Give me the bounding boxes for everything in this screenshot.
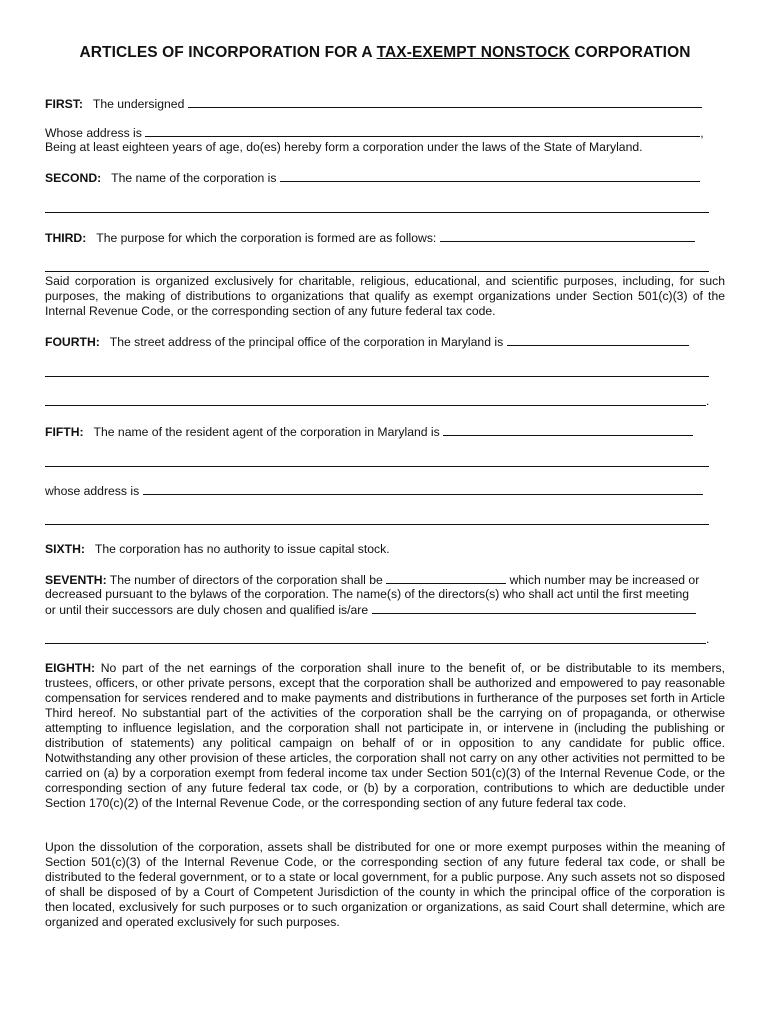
fifth-address-label: whose address is (45, 484, 140, 498)
first-address-label: Whose address is (45, 126, 142, 140)
seventh-text-b: which number may be increased or (509, 573, 700, 587)
purpose-field-2[interactable] (45, 271, 709, 272)
principal-office-field-3[interactable] (45, 405, 706, 406)
fifth-address-row (45, 483, 710, 499)
incorporator-address-field[interactable] (145, 125, 700, 137)
second-row (45, 170, 710, 186)
eighth-label: EIGHTH: (45, 661, 96, 675)
third-label: THIRD: (45, 231, 87, 245)
fifth-text: The name of the resident agent of the corporation in Maryland is (93, 425, 440, 439)
seventh-label: SEVENTH: (45, 573, 107, 587)
first-address-comma: , (700, 126, 704, 140)
eighth-paragraph (45, 661, 725, 811)
principal-office-field[interactable] (507, 334, 689, 346)
sixth-row (45, 542, 710, 557)
title-underlined: TAX-EXEMPT NONSTOCK (376, 44, 570, 61)
seventh-line3-row (45, 602, 710, 618)
second-label: SECOND: (45, 171, 102, 185)
fourth-period: . (706, 394, 710, 408)
principal-office-field-2[interactable] (45, 376, 709, 377)
third-paragraph: Said corporation is organized exclusively for charitable, religious, educational, and scientific purposes, including, for such purposes, the making of distributions to organizations that qualify as exempt organizations under Section 501(c)(3) of the Internal Revenue Code, or the corresponding section of any future federal tax code. (45, 274, 725, 318)
seventh-line3: or until their successors are duly chosen and qualified is/are (45, 603, 369, 617)
seventh-text-a: The number of directors of the corporation shall be (109, 573, 383, 587)
corporation-name-field[interactable] (280, 170, 700, 182)
fourth-text: The street address of the principal office of the corporation in Maryland is (109, 335, 504, 349)
seventh-line2: decreased pursuant to the bylaws of the corporation. The name(s) of the directors(s) who shall act until the first meeting (45, 587, 690, 601)
eighth-text: No part of the net earnings of the corporation shall inure to the benefit of, or be distributable to its members, trustees, officers, or other private persons, except that the corporation shall be authorized and empowered to pay reasonable compensation for services rendered and to make payments and distributions in furtherance of the purposes set forth in Article Third hereof. No substantial part of the activities of the corporation shall be the carrying on of propaganda, or otherwise attempting to influence legislation, and the corporation shall not participate in, or intervene in (including the publishing or distribution of statements) any political campaign on behalf of or in opposition to any candidate for public office. Notwithstanding any other provision of these articles, the corporation shall not carry on any other activities not permitted to be carried on (a) by a corporation exempt from federal income tax under Section 501(c)(3) of the Internal Revenue Code, or the corresponding section of any future federal tax code, or (b) by a corporation, contributions to which are deductible under Section 170(c)(2) of the Internal Revenue Code, or the corresponding section of any future federal tax code. (45, 661, 725, 810)
agent-address-field-2[interactable] (45, 524, 709, 525)
sixth-label: SIXTH: (45, 542, 85, 556)
corporation-name-field-2[interactable] (45, 212, 709, 213)
sixth-text: The corporation has no authority to issue capital stock. (94, 542, 390, 556)
number-of-directors-field[interactable] (386, 572, 506, 584)
first-address-row (45, 125, 710, 141)
purpose-field[interactable] (440, 230, 695, 242)
fifth-row (45, 424, 710, 440)
first-age-text: Being at least eighteen years of age, do(es) hereby form a corporation under the laws of the State of Maryland. (45, 140, 643, 154)
first-label: FIRST: (45, 97, 83, 111)
directors-names-field-2[interactable] (45, 643, 706, 644)
agent-address-field[interactable] (143, 483, 703, 495)
directors-names-field[interactable] (372, 602, 696, 614)
title-part2: CORPORATION (569, 44, 691, 61)
undersigned-field[interactable] (188, 96, 702, 108)
dissolution-paragraph: Upon the dissolution of the corporation, assets shall be distributed for one or more exempt purposes within the meaning of Section 501(c)(3) of the Internal Revenue Code, or the corresponding section of any future federal tax code, or shall be distributed to the federal government, or to a state or local government, for a public purpose. Any such assets not so disposed of shall be disposed of by a Court of Competent Jurisdiction of the county in which the principal office of the corporation is then located, exclusively for such purposes or to such organization or organizations, as said Court shall determine, which are organized and operated exclusively for such purposes. (45, 840, 725, 929)
third-text: The purpose for which the corporation is formed are as follows: (96, 231, 437, 245)
fifth-label: FIFTH: (45, 425, 84, 439)
fourth-label: FOURTH: (45, 335, 100, 349)
first-row (45, 96, 710, 112)
resident-agent-field-2[interactable] (45, 466, 709, 467)
seventh-row (45, 572, 735, 588)
document-title (0, 44, 770, 62)
title-part1: ARTICLES OF INCORPORATION FOR A (79, 44, 377, 61)
fourth-row (45, 334, 710, 350)
first-text: The undersigned (92, 97, 185, 111)
resident-agent-field[interactable] (443, 424, 693, 436)
second-text: The name of the corporation is (111, 171, 277, 185)
third-row (45, 230, 710, 246)
seventh-period: . (706, 632, 710, 646)
